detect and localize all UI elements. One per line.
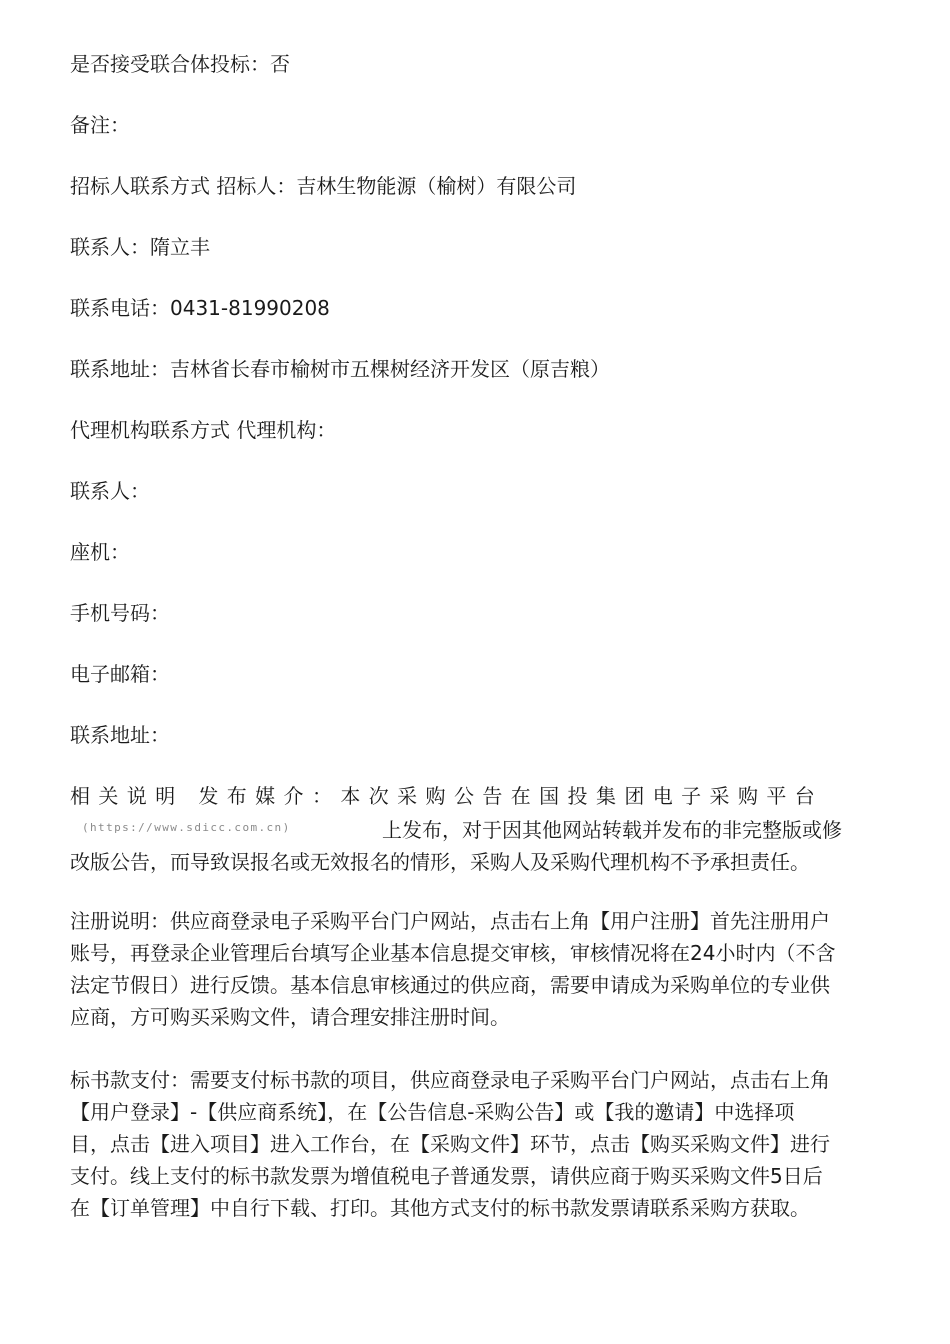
agency-line: 代理机构联系方式 代理机构： xyxy=(70,418,337,442)
landline-line: 座机： xyxy=(70,540,130,564)
consortium-bid-line: 是否接受联合体投标：否 xyxy=(70,52,290,76)
mobile-line: 手机号码： xyxy=(70,601,170,625)
payment-row: 【用户登录】-【供应商系统】，在【公告信息-采购公告】或【我的邀请】中选择项 xyxy=(70,1100,795,1124)
email-line: 电子邮箱： xyxy=(70,662,170,686)
publish-media-row: 相关说明 发布媒介：本次采购公告在国投集团电子采购平台 xyxy=(70,784,824,808)
payment-row: 目，点击【进入项目】进入工作台，在【采购文件】环节，点击【购买采购文件】进行 xyxy=(70,1132,830,1156)
registration-row: 法定节假日）进行反馈。基本信息审核通过的供应商，需要申请成为采购单位的专业供 xyxy=(70,973,830,997)
publish-media-row: 改版公告，而导致误报名或无效报名的情形，采购人及采购代理机构不予承担责任。 xyxy=(70,850,810,874)
agency-address-line: 联系地址： xyxy=(70,723,170,747)
contact-person-line: 联系人：隋立丰 xyxy=(70,235,210,259)
payment-row: 支付。线上支付的标书款发票为增值税电子普通发票，请供应商于购买采购文件5日后 xyxy=(70,1164,823,1188)
publish-media-row xyxy=(70,812,880,846)
contact-address-line: 联系地址：吉林省长春市榆树市五棵树经济开发区（原吉粮） xyxy=(70,357,610,381)
payment-row: 在【订单管理】中自行下载、打印。其他方式支付的标书款发票请联系采购方获取。 xyxy=(70,1196,810,1220)
contact-phone-line: 联系电话：0431-81990208 xyxy=(70,296,330,320)
publish-media-paragraph xyxy=(70,780,880,878)
payment-paragraph xyxy=(70,1064,880,1224)
tenderer-line: 招标人联系方式 招标人：吉林生物能源（榆树）有限公司 xyxy=(70,174,577,198)
agency-contact-line: 联系人： xyxy=(70,479,150,503)
registration-paragraph xyxy=(70,905,880,1033)
platform-url-watermark: (https://www.sdicc.com.cn) xyxy=(82,821,291,834)
registration-row: 账号，再登录企业管理后台填写企业基本信息提交审核，审核情况将在24小时内（不含 xyxy=(70,941,836,965)
payment-row: 标书款支付：需要支付标书款的项目，供应商登录电子采购平台门户网站，点击右上角 xyxy=(70,1068,830,1092)
remark-line: 备注： xyxy=(70,113,130,137)
registration-row: 注册说明：供应商登录电子采购平台门户网站，点击右上角【用户注册】首先注册用户 xyxy=(70,909,830,933)
registration-row: 应商，方可购买采购文件，请合理安排注册时间。 xyxy=(70,1005,510,1029)
publish-media-row-text: 上发布，对于因其他网站转载并发布的非完整版或修 xyxy=(382,818,842,842)
